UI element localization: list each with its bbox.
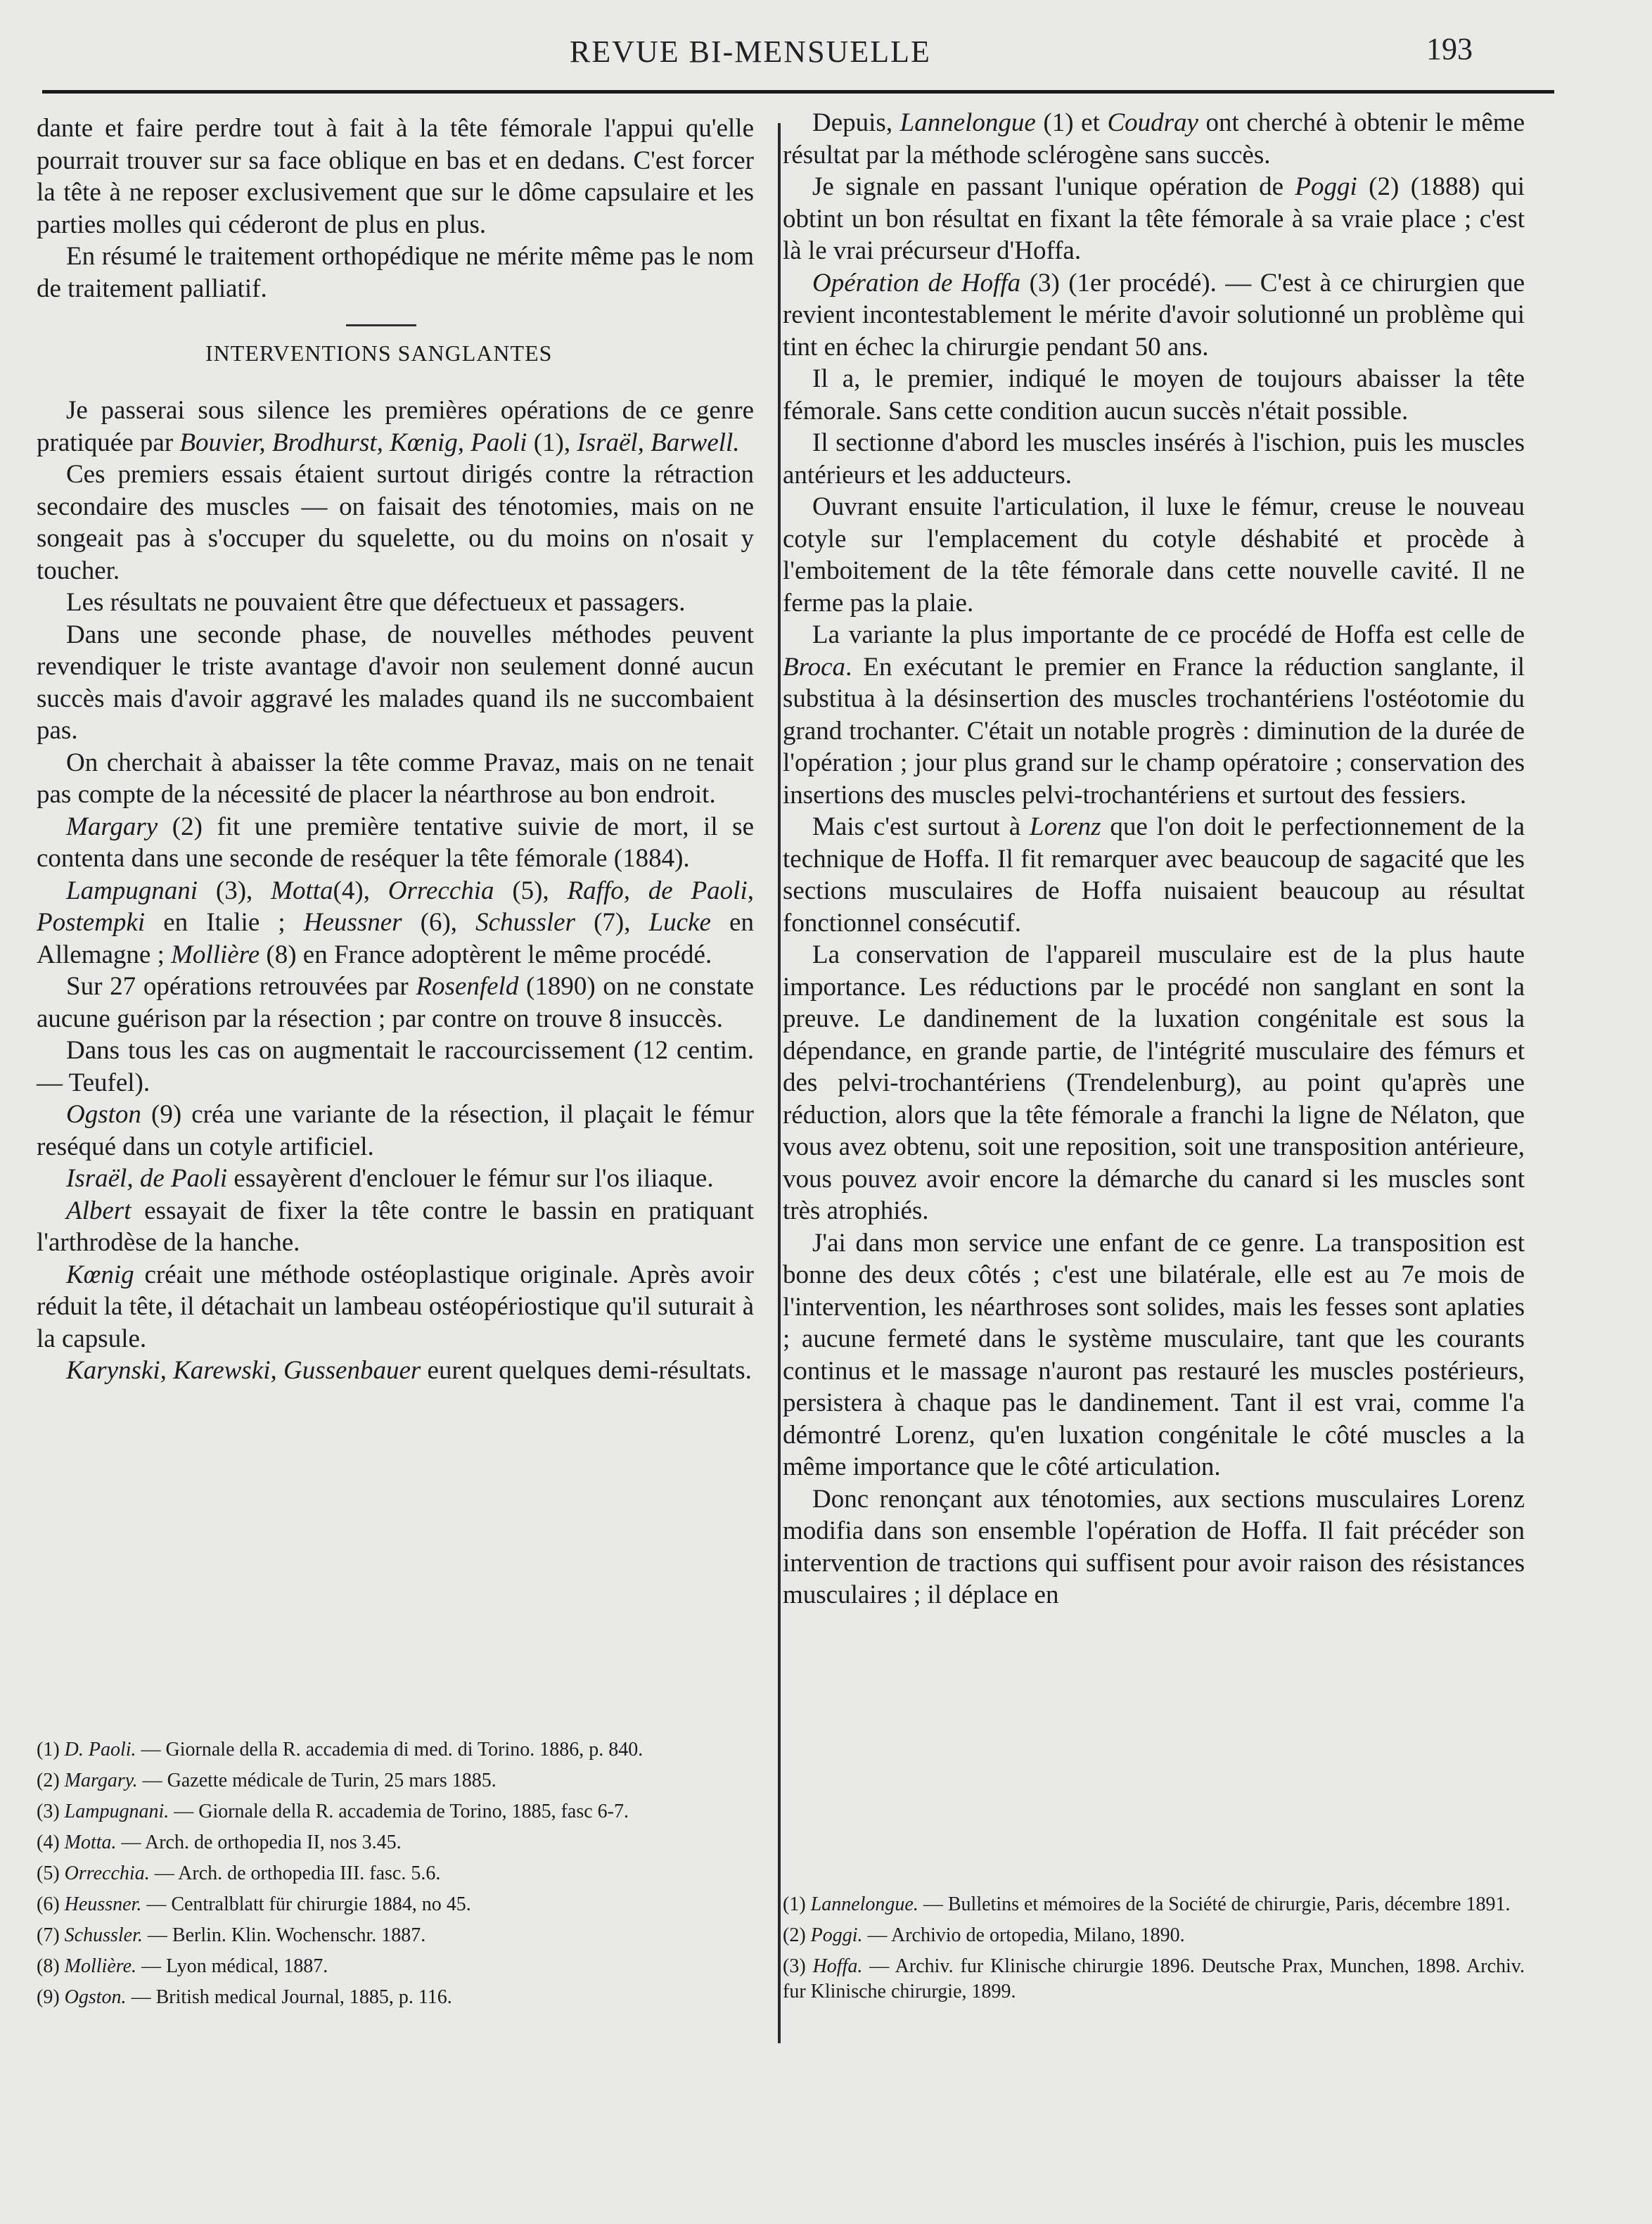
paragraph: Kœnig créait une méthode ostéoplastique originale. Après avoir réduit la tête, il détachait un lambeau ostéopériostique qu'il suturait à la capsule.: [37, 1260, 754, 1353]
footnote: (3) Hoffa. — Archiv. fur Klinische chirurgie 1896. Deutsche Prax, Munchen, 1898. Archiv. fur Klinische chirurgie, 1899.: [783, 1955, 1525, 2002]
paragraph: Albert essayait de fixer la tête contre le bassin en pratiquant l'arthrodèse de la hanche.: [37, 1196, 754, 1257]
footnote: (6) Heussner. — Centralblatt für chirurgie 1884, no 45.: [37, 1893, 471, 1915]
paragraph: On cherchait à abaisser la tête comme Pravaz, mais on ne tenait pas compte de la nécessité de placer la néarthrose au bon endroit.: [37, 748, 754, 809]
paragraph: En résumé le traitement orthopédique ne mérite même pas le nom de traitement palliatif.: [37, 242, 754, 303]
paragraph: La variante la plus importante de ce procédé de Hoffa est celle de Broca. En exécutant le premier en France la réduction sanglante, il substitua à la désinsertion des muscles trochantériens l'ostéotomie du grand trochanter. C'était un notable progrès : diminution de la durée de l'opération ; jour plus grand sur le champ opératoire ; conservation des insertions des muscles pelvi-trochantériens et surtout des fessiers.: [783, 620, 1525, 810]
paragraph: Il a, le premier, indiqué le moyen de toujours abaisser la tête fémorale. Sans cette condition aucun succès n'était possible.: [783, 364, 1525, 426]
left-footnotes: [37, 1737, 761, 2016]
left-column: [37, 113, 754, 1387]
paragraph: Depuis, Lannelongue (1) et Coudray ont cherché à obtenir le même résultat par la méthode sclérogène sans succès.: [783, 108, 1525, 170]
paragraph: Je signale en passant l'unique opération de Poggi (2) (1888) qui obtint un bon résultat en fixant la tête fémorale à sa vraie place ; c'est là le vrai précurseur d'Hoffa.: [783, 172, 1525, 265]
paragraph: Dans tous les cas on augmentait le raccourcissement (12 centim. — Teufel).: [37, 1036, 754, 1097]
paragraph: Sur 27 opérations retrouvées par Rosenfeld (1890) on ne constate aucune guérison par la résection ; par contre on trouve 8 insuccès.: [37, 972, 754, 1033]
running-head: REVUE BI-MENSUELLE: [570, 34, 931, 69]
page-number: 193: [1426, 32, 1473, 66]
paragraph: Israël, de Paoli essayèrent d'enclouer le fémur sur l'os iliaque.: [66, 1164, 714, 1193]
section-separator: [346, 324, 416, 326]
page-header: [0, 28, 1652, 70]
footnote: (2) Margary. — Gazette médicale de Turin, 25 mars 1885.: [37, 1770, 497, 1791]
paragraph: Opération de Hoffa (3) (1er procédé). — C'est à ce chirurgien que revient incontestablement le mérite d'avoir solutionné un problème qui tint en échec la chirurgie pendant 50 ans.: [783, 268, 1525, 362]
footnote: (5) Orrecchia. — Arch. de orthopedia III. fasc. 5.6.: [37, 1862, 441, 1884]
paragraph: Ogston (9) créa une variante de la résection, il plaçait le fémur reséqué dans un cotyle artificiel.: [37, 1100, 754, 1161]
paragraph: Je passerai sous silence les premières opérations de ce genre pratiquée par Bouvier, Brodhurst, Kœnig, Paoli (1), Israël, Barwell.: [37, 396, 754, 457]
paragraph: J'ai dans mon service une enfant de ce genre. La transposition est bonne des deux côtés ; c'est une bilatérale, elle est au 7e mois de l'intervention, les néarthroses sont solides, mais les fesses sont aplaties ; aucune fermeté dans le système musculaire, tant que les courants continus et le massage n'auront pas restauré les muscles postérieurs, persistera à chaque pas le dandinement. Tant il est vrai, comme l'a démontré Lorenz, qu'en luxation congénitale le côté muscles a la même importance que le côté articulation.: [783, 1228, 1525, 1481]
paragraph: Karynski, Karewski, Gussenbauer eurent quelques demi-résultats.: [66, 1356, 752, 1385]
right-column: [783, 107, 1525, 1611]
footnote: (1) Lannelongue. — Bulletins et mémoires de la Société de chirurgie, Paris, décembre 1891.: [783, 1893, 1511, 1915]
footnote: (9) Ogston. — British medical Journal, 1885, p. 116.: [37, 1986, 452, 2008]
column-divider: [778, 123, 781, 2043]
paragraph: Il sectionne d'abord les muscles insérés à l'ischion, puis les muscles antérieurs et les adducteurs.: [783, 428, 1525, 490]
paragraph: Mais c'est surtout à Lorenz que l'on doit le perfectionnement de la technique de Hoffa. Il fit remarquer avec beaucoup de sagacité que les sections musculaires de Hoffa nuisaient beaucoup au résultat fonctionnel consécutif.: [783, 812, 1525, 938]
footnote: (4) Motta. — Arch. de orthopedia II, nos 3.45.: [37, 1832, 402, 1853]
paragraph: Les résultats ne pouvaient être que défectueux et passagers.: [66, 588, 686, 617]
header-rule: [42, 90, 1554, 94]
footnote: (7) Schussler. — Berlin. Klin. Wochenschr. 1887.: [37, 1924, 426, 1946]
paragraph: La conservation de l'appareil musculaire est de la plus haute importance. Les réductions par le procédé non sanglant en sont la preuve. Le dandinement de la luxation congénitale est sous la dépendance, en grande partie, de l'intégrité musculaire des fémurs et des pelvi-trochantériens (Trendelenburg), au point qu'après une réduction, alors que la tête fémorale a franchi la ligne de Nélaton, que vous avez obtenu, soit une reposition, soit une transposition antérieure, vous pouvez avoir encore la démarche du canard si les muscles sont très atrophiés.: [783, 940, 1525, 1225]
paragraph: Ces premiers essais étaient surtout dirigés contre la rétraction secondaire des muscles — on faisait des ténotomies, mais on ne songeait pas à s'occuper du squelette, ou du moins on n'osait y toucher.: [37, 460, 754, 585]
paragraph: dante et faire perdre tout à fait à la tête fémorale l'appui qu'elle pourrait trouver sur sa face oblique en bas et en dedans. C'est forcer la tête à ne reposer exclusivement que sur le dôme capsulaire et les parties molles qui céderont de plus en plus.: [37, 114, 754, 239]
paragraph: Dans une seconde phase, de nouvelles méthodes peuvent revendiquer le triste avantage d'avoir non seulement donné aucun succès mais d'avoir aggravé les malades quand ils ne succombaient pas.: [37, 620, 754, 745]
right-footnotes: [783, 1892, 1525, 2010]
paragraph: Ouvrant ensuite l'articulation, il luxe le fémur, creuse le nouveau cotyle sur l'emplacement du cotyle déshabité et procède à l'emboitement de la tête fémorale dans cette nouvelle cavité. Il ne ferme pas la plaie.: [783, 492, 1525, 618]
footnote: (1) D. Paoli. — Giornale della R. accademia di med. di Torino. 1886, p. 840.: [37, 1739, 643, 1760]
paragraph: Margary (2) fit une première tentative suivie de mort, il se contenta dans une seconde de reséquer la tête fémorale (1884).: [37, 812, 754, 873]
footnote: (2) Poggi. — Archivio de ortopedia, Milano, 1890.: [783, 1924, 1185, 1946]
section-title: INTERVENTIONS SANGLANTES: [205, 340, 553, 366]
paragraph: Donc renonçant aux ténotomies, aux sections musculaires Lorenz modifia dans son ensemble l'opération de Hoffa. Il fait précéder son intervention de tractions qui suffisent pour avoir raison des résistances musculaires ; il déplace en: [783, 1484, 1525, 1609]
paragraph: Lampugnani (3), Motta(4), Orrecchia (5), Raffo, de Paoli, Postempki en Italie ; Heussner (6), Schussler (7), Lucke en Allemagne ; Mollière (8) en France adoptèrent le même procédé.: [37, 876, 754, 969]
footnote: (3) Lampugnani. — Giornale della R. accademia de Torino, 1885, fasc 6-7.: [37, 1801, 629, 1822]
footnote: (8) Mollière. — Lyon médical, 1887.: [37, 1955, 328, 1977]
